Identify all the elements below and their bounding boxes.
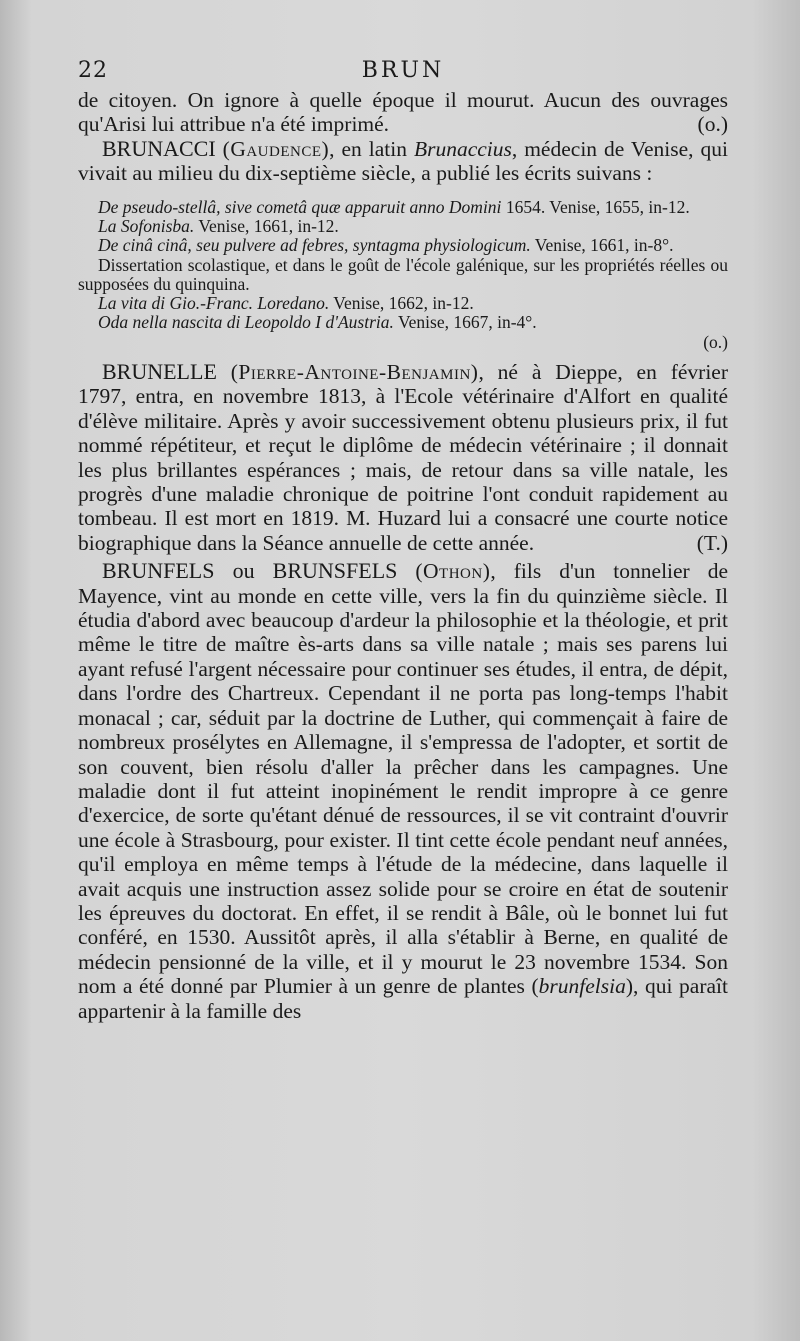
entry-given-name: (Gaudence) <box>222 136 330 161</box>
work-details: Venise, 1667, in-4°. <box>393 312 537 333</box>
entry-surname: BRUNFELS ou BRUNSFELS <box>102 558 398 584</box>
work-title: La Sofonisba. <box>98 215 195 236</box>
entry-given-name: (Othon) <box>415 559 491 584</box>
work-details: Venise, 1662, in-12. <box>329 293 474 314</box>
entry-text: , médecin de Venise, qui vivait au milieu du dix-septième siècle, a publié les écrits suivans : <box>78 136 728 186</box>
latin-name: Brunaccius <box>413 136 512 161</box>
entry-text: ), qui paraît appartenir à la famille des <box>78 974 728 1023</box>
work-title: De pseudo-stellâ, sive cometâ quæ apparuit anno Domini <box>98 196 502 217</box>
work-title: De cinâ cinâ, seu pulvere ad febres, syntagma physiologicum. <box>98 235 531 256</box>
author-ref: (o.) <box>697 112 728 137</box>
entry-continuation <box>78 88 728 137</box>
work-details: Venise, 1661, in-12. <box>194 215 339 236</box>
work-details: Venise, 1661, in-8°. <box>530 235 674 256</box>
work-title: La vita di Gio.-Franc. Loredano. <box>98 293 330 314</box>
works-list <box>78 198 728 352</box>
running-head: BRUN <box>361 58 445 83</box>
page-body <box>78 88 728 1023</box>
author-ref: (T.) <box>696 530 728 555</box>
work-item <box>78 236 728 255</box>
works-ref-line <box>78 333 728 352</box>
page-header <box>78 58 728 88</box>
entry-surname: BRUNACCI <box>102 135 216 161</box>
work-item <box>78 256 728 295</box>
entry-brunelle <box>78 360 728 555</box>
genus-name: brunfelsia <box>538 974 626 999</box>
entry-given-name: (Pierre-Antoine-Benjamin) <box>230 360 479 384</box>
entry-brunacci <box>78 137 728 186</box>
continuation-text: de citoyen. On ignore à quelle époque il mourut. Aucun des ouvrages qu'Arisi lui attribue n'a été imprimé. <box>78 88 728 137</box>
entry-text: , en latin <box>329 136 414 161</box>
work-item <box>78 294 728 313</box>
author-ref: (o.) <box>703 331 728 352</box>
work-details: Dissertation scolastique, et dans le goût de l'école galénique, sur les propriétés réelles ou supposées du quinquina. <box>78 254 728 294</box>
work-item <box>78 217 728 236</box>
entry-text: , fils d'un tonnelier de Mayence, vint au monde en cette ville, vers la fin du quinzième siècle. Il étudia d'abord avec beaucoup d'ardeur la philosophie et la théologie, et prit même le titre de maître ès-arts dans sa ville natale ; mais ses parens lui ayant refusé l'argent nécessaire pour continuer ses études, il entra, de dépit, dans l'ordre des Chartreux. Cependant il ne porta pas long-temps l'habit monacal ; car, séduit par la doctrine de Luther, qui commençait à faire de nombreux prosélytes en Allemagne, il s'empressa de l'adopter, et sortit de son couvent, bien résolu d'aller la prêcher dans les campagnes. Une maladie dont il fut atteint inopinément le rendit impropre à ce genre d'exercice, de sorte qu'étant dénué de ressources, il se vit contraint d'ouvrir une école à Strasbourg, pour exister. Il tint cette école pendant neuf années, qu'il employa en même temps à l'étude de la médecine, dans laquelle il avait acquis une instruction assez solide pour se croire en état de soutenir les épreuves du doctorat. En effet, il se rendit à Bâle, où le bonnet lui fut conféré, en 1530. Aussitôt après, il alla s'établir à Berne, en qualité de médecin pensionné de la ville, et il y mourut le 23 novembre 1534. Son nom a été donné par Plumier à un genre de plantes ( <box>78 559 728 999</box>
work-item <box>78 313 728 332</box>
work-title: Oda nella nascita di Leopoldo I d'Austria. <box>98 312 394 333</box>
work-details: 1654. Venise, 1655, in-12. <box>501 196 690 217</box>
entry-brunfels <box>78 559 728 1023</box>
entry-surname: BRUNELLE <box>102 359 217 384</box>
work-item <box>78 198 728 217</box>
entry-text: , né à Dieppe, en février 1797, entra, en novembre 1813, à l'Ecole vétérinaire d'Alfort en qualité d'élève militaire. Après y avoir successivement obtenu plusieurs prix, il fut nommé répétiteur, et reçut le diplôme de médecin vétérinaire ; il donnait les plus brillantes espérances ; mais, de retour dans sa ville natale, les progrès d'une maladie chronique de poitrine l'ont conduit rapidement au tombeau. Il est mort en 1819. M. Huzard lui a consacré une courte notice biographique dans la Séance annuelle de cette année. <box>78 360 728 555</box>
page-number: 22 <box>78 58 108 83</box>
